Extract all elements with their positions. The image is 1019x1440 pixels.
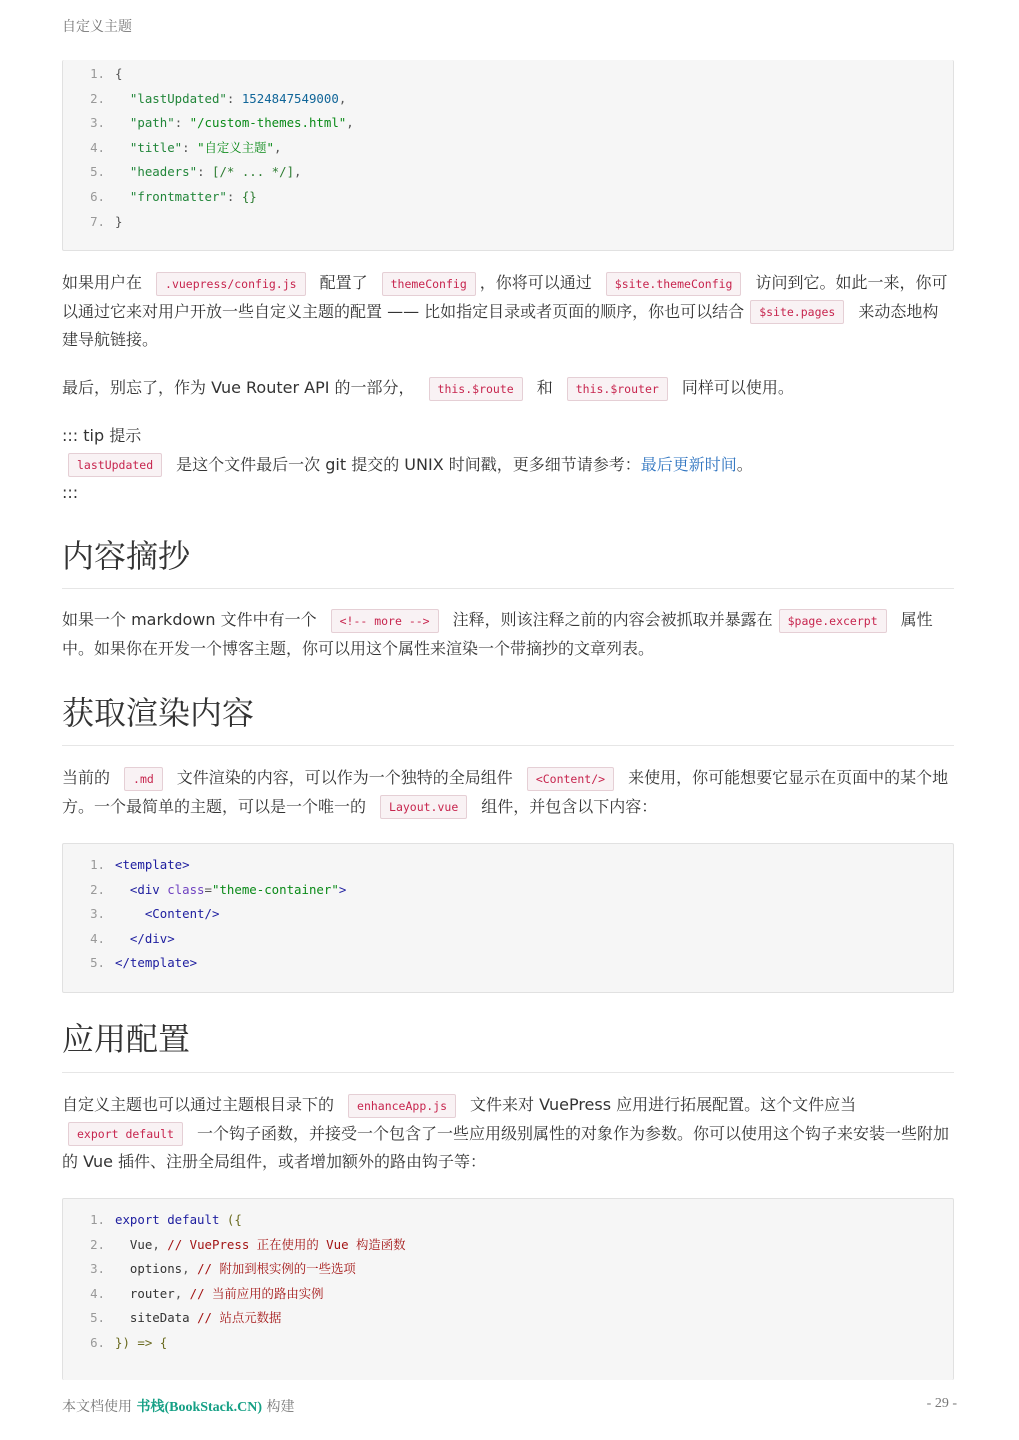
line-number: 2. [90,90,105,106]
code-block-json [62,60,954,251]
line-number: 3. [90,906,105,922]
code-token: export default [115,1212,227,1227]
code-line [63,902,953,927]
line-number: 4. [90,930,105,946]
code-token: // 站点元数据 [197,1310,282,1326]
code-line [63,951,953,976]
inline-code: $page.excerpt [779,609,887,633]
footer-credit [62,1396,295,1416]
line-number: 6. [90,1334,105,1350]
line-number: 4. [90,139,105,155]
text: 当前的 [62,768,111,787]
text: 来使用，你可能想要它显示在页面中的某个地方。一个最简单的主题，可以是一个唯一的 [62,768,949,816]
line-number: 3. [90,1261,105,1277]
code-token: options [115,1261,183,1277]
inline-code: <!-- more --> [331,609,439,633]
text: 如果一个 markdown 文件中有一个 [62,610,317,629]
code-token: : [197,164,212,180]
last-updated-link[interactable]: 最后更新时间 [640,454,737,474]
code-line [63,1233,953,1258]
paragraph-theme-config [62,269,954,355]
line-number: 1. [90,857,105,872]
code-token: , [182,1261,198,1277]
code-token: {} [241,188,257,204]
inline-code: export default [68,1122,183,1146]
text: 同样可以使用。 [681,378,794,397]
code-token: , [346,115,354,131]
line-number: 3. [90,115,105,131]
code-token: "title" [115,139,183,155]
code-token: Vue [115,1236,153,1252]
line-number: 7. [90,213,105,229]
paragraph-router [62,374,954,403]
code-block-enhance-app [62,1198,954,1380]
paragraph-content [62,764,954,821]
bookstack-link[interactable]: 书栈(BookStack.CN) [136,1400,263,1415]
inline-code: .md [124,767,163,791]
code-token: : [174,115,190,131]
tip-close: ::: [62,483,79,502]
code-token: // 当前应用的路由实例 [189,1285,324,1301]
code-line [63,853,953,878]
line-number: 1. [90,66,105,81]
line-number: 5. [90,164,105,180]
code-token: , [338,90,347,106]
text: 注释，则该注释之前的内容会被抓取并暴露在 [452,610,773,629]
code-token: }) => { [115,1334,168,1350]
code-block-template [62,843,954,993]
code-line [63,927,953,952]
footer-suffix: 构建 [262,1399,295,1415]
code-line [63,878,953,903]
footer-prefix: 本文档使用 [62,1399,137,1415]
inline-code: <Content/> [527,767,614,791]
code-token: , [294,164,302,180]
code-token: "frontmatter" [115,188,227,204]
code-line [63,160,953,185]
line-number: 6. [90,188,105,204]
text: 一个钩子函数，并接受一个包含了一些应用级别属性的对象作为参数。你可以使用这个钩子来安装一些附加的 Vue 插件、注册全局组件，或者增加额外的路由钩子等： [62,1123,949,1171]
code-token: 1524847549000 [241,90,339,106]
code-token: , [152,1236,168,1252]
inline-code: Layout.vue [380,795,467,819]
inline-code: $site.pages [750,300,844,324]
text: 如果用户在 [62,273,143,292]
tip-open: ::: tip 提示 [62,426,142,445]
code-line [63,1331,953,1356]
inline-code: lastUpdated [68,453,162,477]
code-token: <div [115,881,168,897]
text: 属性中。如果你在开发一个博客主题，你可以用这个属性来渲染一个带摘抄的文章列表。 [62,610,933,658]
code-token: "path" [115,115,175,131]
code-token: </div> [115,930,175,946]
text: 来动态地构建导航链接。 [62,301,939,349]
code-token: siteData [115,1310,198,1326]
heading-app-config: 应用配置 [62,1017,954,1073]
text: 访问到它。如此一来，你可以通过它来对用户开放一些自定义主题的配置 —— 比如指定目录或者页面的顺序，你也可以结合 [62,273,948,321]
code-line [63,87,953,112]
code-token: "自定义主题" [197,139,274,155]
code-line [63,136,953,161]
heading-excerpt: 内容摘抄 [62,534,954,589]
code-token: : [226,90,242,106]
code-token: = [204,881,212,897]
text: 组件，并包含以下内容： [481,796,658,816]
code-line [63,1208,953,1233]
code-token: ({ [226,1212,242,1227]
code-line [63,1306,953,1331]
paragraph-enhance-app [62,1091,954,1177]
text: 。 [736,454,753,474]
code-line [63,1282,953,1307]
code-token: class [167,881,205,897]
code-token: { [115,66,123,81]
code-line [63,210,953,235]
code-token: : [226,188,242,204]
inline-code: this.$route [429,377,523,401]
text: 和 [536,378,553,397]
line-number: 1. [90,1212,105,1227]
code-token: <template> [115,857,190,872]
text: 是这个文件最后一次 git 提交的 UNIX 时间戳，更多细节请参考： [176,454,641,474]
line-number: 4. [90,1285,105,1301]
code-token: <Content/> [115,906,220,922]
line-number: 2. [90,1236,105,1252]
code-line [63,111,953,136]
code-token: "headers" [115,164,198,180]
heading-render-content: 获取渲染内容 [62,691,954,746]
inline-code: this.$router [567,377,668,401]
code-token: > [338,881,347,897]
page-number: - 29 - [926,1396,957,1411]
code-line [63,185,953,210]
text: 配置了 [319,273,368,292]
text: 最后，别忘了，作为 Vue Router API 的一部分， [62,378,415,397]
inline-code: .vuepress/config.js [156,272,306,296]
line-number: 5. [90,1310,105,1326]
code-line [63,62,953,87]
inline-code: themeConfig [382,272,476,296]
code-token: , [174,1285,190,1301]
text: 文件渲染的内容，可以作为一个独特的全局组件 [176,768,513,787]
code-token: , [273,139,282,155]
code-token: // VuePress 正在使用的 Vue 构造函数 [167,1236,406,1252]
text: 自定义主题也可以通过主题根目录下的 [62,1095,335,1114]
paragraph-excerpt [62,606,954,663]
code-token: [/* ... */] [211,164,295,180]
running-header: 自定义主题 [62,19,132,35]
code-token: } [115,213,123,229]
text: 文件来对 VuePress 应用进行拓展配置。这个文件应当 [470,1095,857,1114]
code-line [63,1257,953,1282]
code-token: "lastUpdated" [115,90,227,106]
line-number: 2. [90,881,105,897]
code-token: // 附加到根实例的一些选项 [197,1261,356,1277]
tip-block [62,422,954,508]
line-number: 5. [90,955,105,971]
code-token: "theme-container" [212,881,339,897]
code-token: </template> [115,955,198,971]
code-token: "/custom-themes.html" [189,115,347,131]
code-token: router [115,1285,175,1301]
text: ，你将可以通过 [479,273,592,292]
code-token: : [182,139,198,155]
inline-code: enhanceApp.js [348,1094,456,1118]
inline-code: $site.themeConfig [606,272,742,296]
